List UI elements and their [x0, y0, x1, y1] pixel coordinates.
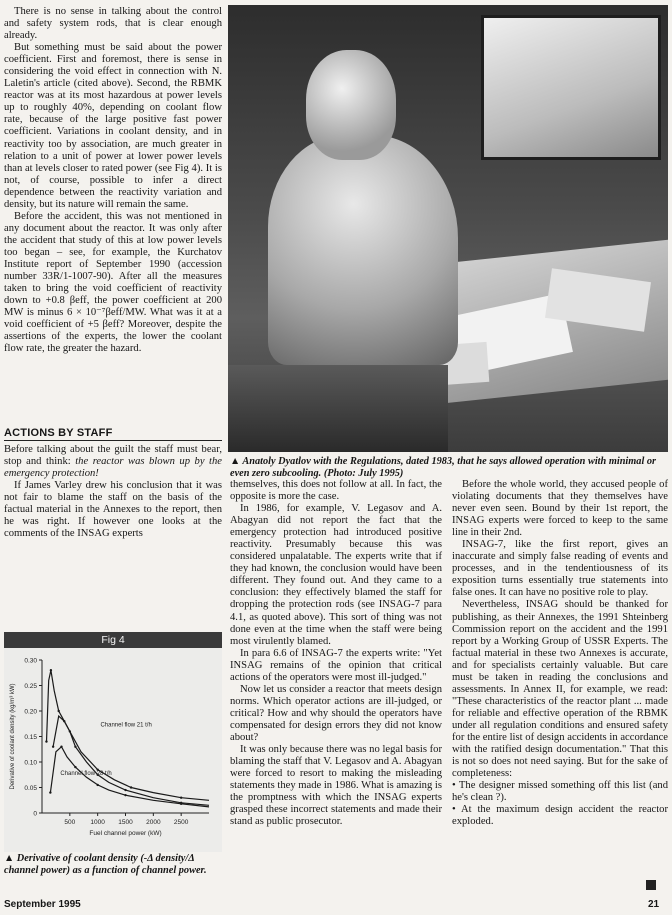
- paragraph: It was only because there was no legal basis for blaming the staff that V. Legasov and A. Abagyan were forced to resort to making the misleading statements they made in 1986. What is amazing is the promptness with which the INSAG experts grasped these incorrect statements and made their stand as public prosecutor.: [230, 744, 442, 828]
- y-tick-label: 0.30: [24, 657, 37, 665]
- series-label: Channel flow 28 t/h: [60, 770, 112, 777]
- photo-anatoly-dyatlov: [228, 5, 668, 452]
- paragraph: If James Varley drew his conclusion that it was not fair to blame the staff on the basis of the factual material in the Annexes to the report, then he was right. If however one looks at the comments of the INSAG experts: [4, 480, 222, 540]
- y-axis-label: Derivative of coolant density (kg/m³ kW): [10, 683, 16, 790]
- data-point: [50, 669, 52, 671]
- chart: [4, 648, 222, 852]
- section-heading: ACTIONS BY STAFF: [4, 427, 222, 441]
- caption-text: Anatoly Dyatlov with the Regulations, dated 1983, that he says allowed operation with minimal or even zero subcooling. (Photo: July 1995): [230, 456, 657, 479]
- paragraph: themselves, this does not follow at all. In fact, the opposite is more the case.: [230, 479, 442, 503]
- data-point: [180, 803, 182, 805]
- caption-text: Derivative of coolant density (-Δ density/Δ channel power) as a function of channel power.: [4, 853, 207, 876]
- data-point: [124, 794, 126, 796]
- figure-4: [4, 632, 222, 857]
- photo-caption: [230, 456, 668, 479]
- data-point: [45, 740, 47, 742]
- y-tick-label: 0.10: [24, 759, 37, 767]
- paragraph: Nevertheless, INSAG should be thanked for publishing, as their Annexes, the 1991 Shteinberg Commission report on the accident and the 1991 report by a Working Group of USSR Experts. The factual material in these two Annexes is accurate, and for specialists certainly valuable. But care must be taken in reading the conclusions and assessments. In Annex II, for example, we read: "These characteristics of the reactor plant ... made for reliable and effective operation of the RBMK under all regulation conditions and ensured safety for the entire list of design accidents in accordance with the ratified design documentation." That this is not so does not need saying. But for the sake of completeness:: [452, 599, 668, 780]
- photo-window: [481, 15, 661, 160]
- paragraph: Before the whole world, they accused people of violating documents that they themselves have never even seen. Bound by their 1st report, the INSAG experts were forced to keep to the same line in their 2nd.: [452, 479, 668, 539]
- data-point: [124, 789, 126, 791]
- data-point: [74, 766, 76, 768]
- y-tick-label: 0: [33, 810, 37, 818]
- data-point: [130, 786, 132, 788]
- middle-column: [230, 479, 442, 828]
- caption-marker: ▲: [4, 853, 15, 864]
- emphasis-text: the reactor was blown up by the emergency protection!: [4, 456, 222, 480]
- y-tick-label: 0.15: [24, 734, 37, 741]
- left-column-middle: [4, 427, 222, 540]
- x-tick-label: 500: [64, 819, 76, 826]
- caption-marker: ▲: [230, 456, 241, 467]
- page-number: 21: [648, 899, 660, 910]
- x-tick-label: 1000: [90, 819, 105, 826]
- right-column: [452, 479, 668, 828]
- figure-title: Fig 4: [4, 632, 222, 648]
- data-point: [52, 746, 54, 748]
- paragraph: INSAG-7, like the first report, gives an inaccurate and simply false reading of events and processes, and in the tendentiousness of its exposition turns essentially true statements into false ones. It can have no positive role to play.: [452, 539, 668, 599]
- paragraph-text: Before talking about the guilt the staff must bear, stop and think:: [4, 444, 222, 468]
- bullet-item: • The designer missed something off this list (and he's clean ?).: [452, 780, 668, 804]
- footer-date: September 1995: [4, 899, 81, 910]
- x-tick-label: 2000: [146, 819, 161, 826]
- end-of-article-mark: [646, 880, 656, 890]
- chart-background: [4, 648, 222, 852]
- paragraph: Before the accident, this was not mentioned in any document about the reactor. It was only after the accident that study of this at low power levels too began – see, for example, the Kurchatov Institute report of September 1990 (accession number 33R/1-1007-90). After all the measures taken to bring the void coefficient of reactivity down to +0.8 βeff, the power coefficient at 200 MW is minus 6 × 10⁻⁷βeff/MW. What was it at a void coefficient of +5 βeff? Moreover, despite the assertions of the experts, the lower the coolant flow rate, the greater the hazard.: [4, 210, 222, 355]
- paragraph: Now let us consider a reactor that meets design norms. Which operator actions are ill-judged, or critical? How and why should the operators have compensated for design errors they did not know about?: [230, 683, 442, 743]
- photo-person-head: [306, 50, 396, 160]
- paragraph: In 1986, for example, V. Legasov and A. Abagyan did not report the fact that the emergency protection had introduced positive reactivity. Presumably because this was considered unpalatable. The experts write that if they had known, the conclusion would have been different. They found out. And they came to a conclusion: they effectively blamed the staff for dropping the protection rods (see INSAG-7 para 4.1, as quoted above). This sort of thing was not done even at the time when the staff were being most virulently blamed.: [230, 503, 442, 647]
- figure-caption: [4, 853, 222, 876]
- bullet-item: • At the maximum design accident the reactor exploded.: [452, 804, 668, 828]
- x-tick-label: 2500: [173, 819, 189, 826]
- paragraph: In para 6.6 of INSAG-7 the experts write: "Yet INSAG remains of the opinion that critical actions of the operators were most ill-judged.": [230, 647, 442, 683]
- y-tick-label: 0.25: [24, 683, 37, 690]
- data-point: [74, 746, 76, 748]
- paragraph: There is no sense in talking about the control and safety system rods, that is clear enough already.: [4, 6, 222, 42]
- data-point: [49, 791, 51, 793]
- paragraph: [4, 444, 222, 480]
- x-tick-label: 1500: [118, 819, 133, 826]
- data-point: [69, 730, 71, 732]
- data-point: [180, 797, 182, 799]
- paragraph: But something must be said about the power coefficient. First and foremost, there is sense in considering the void effect in connection with N. Laletin's article (cited above). Second, the RBMK reactor was at its most hazardous at power levels up to roughly 40%, depending on coolant flow rate, because of the large positive fast power coefficient. Variations in coolant density, and in reactivity too by association, are much greater in relation to a unit of power at lower power levels than at levels closer to rated power (see Fig 4). It is not, of course, possible to infer a direct dependence between the reactivity variation and density, but its nature will remain the same.: [4, 42, 222, 210]
- data-point: [58, 710, 60, 712]
- x-axis-label: Fuel channel power (kW): [89, 830, 162, 837]
- left-column-top: [4, 6, 222, 355]
- series-label: Channel flow 21 t/h: [100, 722, 152, 729]
- y-tick-label: 0.05: [24, 785, 37, 792]
- photo-person-body: [268, 135, 458, 365]
- data-point: [96, 784, 98, 786]
- photo-drawer: [228, 365, 448, 452]
- data-point: [60, 746, 62, 748]
- y-tick-label: 0.20: [24, 708, 37, 716]
